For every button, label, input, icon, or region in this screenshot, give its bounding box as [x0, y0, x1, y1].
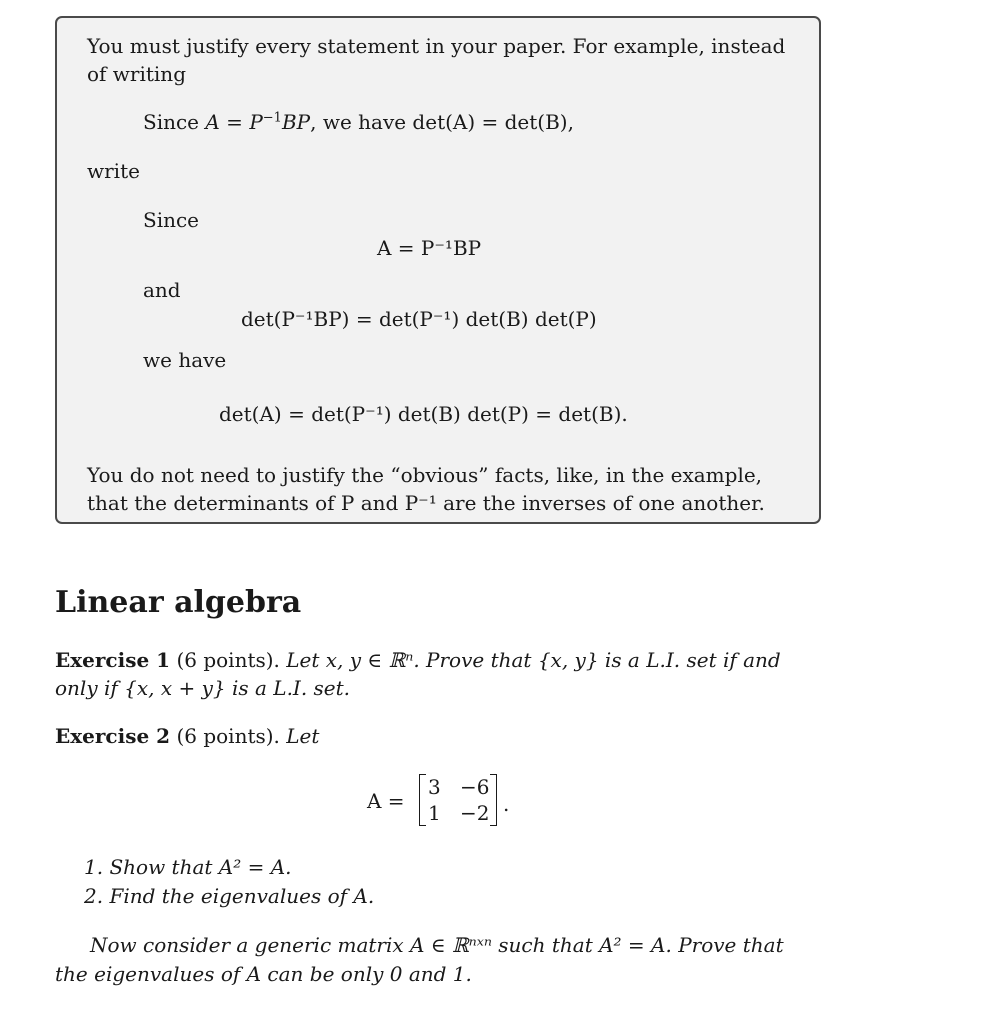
- matrix-cell-r2c2: −2: [460, 801, 490, 825]
- exercise-1-line1: Exercise 1 (6 points). Let x, y ∈ ℝⁿ. Prove that {x, y} is a L.I. set if and: [55, 648, 781, 672]
- exercise-1-line2: only if {x, x + y} is a L.I. set.: [55, 676, 351, 700]
- matrix-a: [419, 774, 497, 826]
- exercise-2-heading: Exercise 2 (6 points). Let: [55, 724, 320, 748]
- equation-det-a-equals-det-b: det(A) = det(P⁻¹) det(B) det(P) = det(B).: [219, 402, 628, 426]
- matrix-cell-r1c1: 3: [428, 775, 441, 799]
- justification-notice-box: [55, 16, 821, 524]
- since-label: Since: [143, 208, 200, 232]
- matrix-period: .: [503, 792, 510, 816]
- matrix-lhs: A =: [367, 789, 405, 813]
- exercise-2-item-2: 2. Find the eigenvalues of A.: [84, 884, 375, 908]
- notice-intro-line2: of writing: [87, 62, 186, 86]
- matrix-right-bracket: [490, 774, 497, 826]
- equation-a-equals-pinv-b-p: A = P⁻¹BP: [377, 236, 482, 260]
- exercise-2-final-line1: Now consider a generic matrix A ∈ ℝⁿˣⁿ such that A² = A. Prove that: [90, 933, 784, 957]
- exercise-2-final-line2: the eigenvalues of A can be only 0 and 1.: [55, 962, 472, 986]
- we-have-label: we have: [143, 348, 227, 372]
- and-label: and: [143, 278, 181, 302]
- exercise-2-item-1: 1. Show that A² = A.: [84, 855, 292, 879]
- notice-outro-line2: that the determinants of P and P⁻¹ are the inverses of one another.: [87, 491, 765, 515]
- notice-write-label: write: [87, 159, 140, 183]
- bad-example-sentence: Since $A = P^{-1}BP$, we have det(A) = det(B),: [143, 110, 574, 134]
- matrix-cell-r1c2: −6: [460, 775, 490, 799]
- notice-intro-line1: You must justify every statement in your paper. For example, instead: [87, 34, 786, 58]
- notice-outro-line1: You do not need to justify the “obvious” facts, like, in the example,: [87, 463, 763, 487]
- matrix-left-bracket: [419, 774, 426, 826]
- matrix-cell-r2c1: 1: [428, 801, 441, 825]
- section-title: Linear algebra: [55, 585, 302, 620]
- equation-det-product: det(P⁻¹BP) = det(P⁻¹) det(B) det(P): [241, 307, 597, 331]
